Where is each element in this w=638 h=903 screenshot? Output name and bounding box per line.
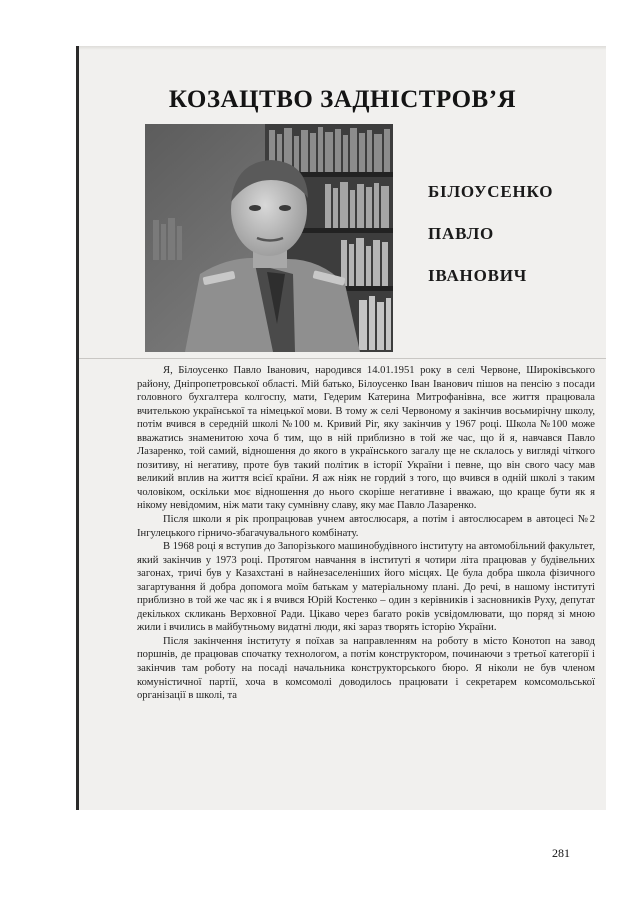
- biography-text: [137, 364, 595, 703]
- scanned-page: [76, 46, 606, 810]
- paragraph: Після школи я рік пропрацював учнем автослюсаря, а потім і автослюсарем в автоцесі №2 Інгулецького гірничо-збагачувального комбінату.: [137, 514, 595, 539]
- person-name-block: [428, 182, 598, 308]
- photo-divider-line: [79, 358, 606, 359]
- portrait-photo: [145, 124, 393, 352]
- scan-top-shadow: [79, 46, 606, 50]
- first-name: ПАВЛО: [428, 224, 495, 243]
- paragraph: Я, Білоусенко Павло Іванович, народився 14.01.1951 року в селі Червоне, Широківського району, Дніпропетровської області. Мій батько, Білоусенко Іван Іванович пішов на пенсію з посади головного бухгалтера колгоспу, мати, Гедерим Катерина Митрофанівна, все життя працювала вчителькою української та німецької мови. В тому ж селі Червоному я закінчив восьмирічну школу, потім вчився в середній школі №100 м. Кривий Ріг, яку закінчив у 1967 році. Школа №100 може вважатись знаменитою хоча б тим, що в ній приблизно в той же час, що й я, навчався Павло Лазаренко, той самий, відношення до якого в українського загалу ще не склалось у вигляді чіткого позитиву, ні негативу, проте був такий політик в історії України і певне, що він свого часу мав великий вплив на життя всієї країни. Я аж ніяк не гордий з того, що вчився в одній школі з таким чоловіком, оскільки моє відношення до нього скоріше негативне і вважаю, що краще бути як я нікому невідомим, ніж мати таку сумнівну славу, яку має Павло Лазаренко.: [137, 365, 595, 512]
- paragraph: Після закінчення інституту я поїхав за направленням на роботу в місто Конотоп на завод поршнів, де працював спочатку технологом, а потім конструктором, починаючи з третьої категорії і закінчив там роботу на посаді начальника конструкторського бюро. Я ніколи не був членом комуністичної партії, хоча в комсомолі доводилось працювати і секретарем комсомольської організації в школі, та: [137, 635, 595, 702]
- patronymic: ІВАНОВИЧ: [428, 266, 528, 285]
- paragraph: В 1968 році я вступив до Запорізького машинобудівного інституту на автомобільний факультет, який закінчив у 1973 році. Протягом навчання в інституті я чотири літа працював у будівельних загонах, тричі був у Казахстані в найнезаселеніших його місцях. Це була добра школа фізичного загартування й добра допомога моїм батькам у матеріальному плані. До речі, в нашому інституті приблизно в той же час як і я вчився Юрій Костенко – один з керівників і засновників Руху, депутат декількох скликань Верховної Ради. Цікаво через багато років усвідомлювати, що поряд зі мною жили і вчились в майбутньому видатні люди, які зараз творять історію України.: [137, 541, 595, 634]
- page-number: 281: [552, 846, 570, 860]
- surname: БІЛОУСЕНКО: [428, 182, 554, 201]
- document-title: КОЗАЦТВО ЗАДНІСТРОВ’Я: [168, 86, 517, 113]
